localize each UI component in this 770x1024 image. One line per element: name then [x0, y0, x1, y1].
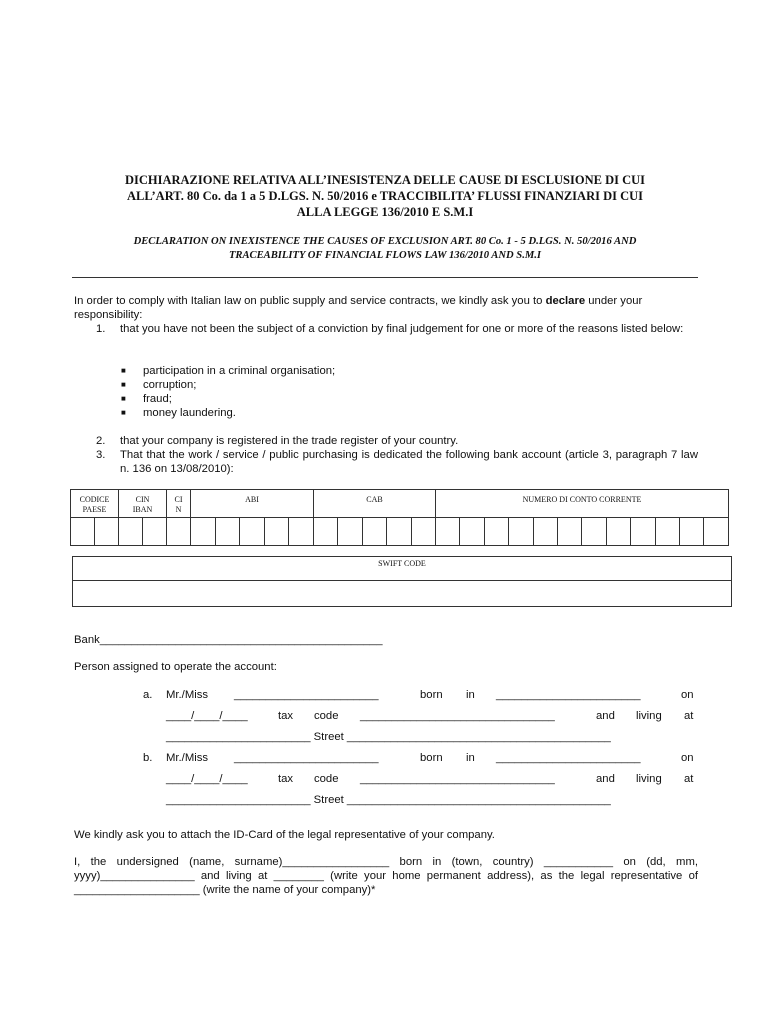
declare-emphasis: declare [545, 295, 586, 307]
swift-code-input[interactable] [73, 581, 731, 606]
input-cell[interactable] [216, 518, 240, 546]
title-english [60, 235, 710, 263]
input-cell[interactable] [240, 518, 265, 546]
entry-b-row1: Mr./Miss _______________________ born in _______________________ on [166, 752, 694, 764]
date-field[interactable]: ____/____/____ [166, 773, 248, 785]
intro-paragraph: In order to comply with Italian law on public supply and service contracts, we kindly ask you to declare under your responsibility: [74, 295, 643, 321]
birthplace-field[interactable]: _______________________ [496, 689, 641, 701]
input-cell[interactable] [143, 518, 167, 546]
swift-code-table [72, 556, 732, 607]
bank-line[interactable]: Bank_____________________________________________ [74, 634, 383, 646]
bullet-icon: ■ [121, 408, 126, 417]
entry-b-row2: ____/____/____ tax code _______________________________ and living at [166, 773, 694, 785]
input-cell[interactable] [436, 518, 460, 546]
title-italian [60, 172, 710, 220]
input-cell[interactable] [534, 518, 558, 546]
bullet-item: ■ fraud; [121, 393, 172, 405]
numbered-item-3: 3. That that the work / service / public purchasing is dedicated the following bank account (article 3, paragraph 7 law n. 136 on 13/08/2010): [96, 449, 698, 475]
name-field[interactable]: _______________________ [234, 752, 379, 764]
header-cin-iban: CIN IBAN [119, 490, 167, 517]
input-cell[interactable] [656, 518, 680, 546]
input-cell[interactable] [387, 518, 412, 546]
input-cell[interactable] [680, 518, 704, 546]
tax-code-field[interactable]: _______________________________ [360, 773, 555, 785]
input-cell[interactable] [71, 518, 95, 546]
entry-a-row2: ____/____/____ tax code _______________________________ and living at [166, 710, 694, 722]
entry-a-letter: a. [143, 689, 153, 701]
input-cell[interactable] [460, 518, 485, 546]
input-cell[interactable] [119, 518, 143, 546]
input-cell[interactable] [363, 518, 387, 546]
title-italian-line1: DICHIARAZIONE RELATIVA ALL’INESISTENZA DELLE CAUSE DI ESCLUSIONE DI CUI [124, 173, 646, 187]
input-cell[interactable] [704, 518, 728, 546]
entry-b-street[interactable]: _______________________ Street __________________________________________ [166, 794, 611, 806]
header-numero-conto: NUMERO DI CONTO CORRENTE [522, 495, 642, 504]
date-field[interactable]: ____/____/____ [166, 710, 248, 722]
header-abi: ABI [191, 490, 314, 517]
entry-a-street[interactable]: _______________________ Street __________________________________________ [166, 731, 611, 743]
input-cell[interactable] [265, 518, 289, 546]
swift-code-header: SWIFT CODE [73, 557, 731, 581]
numbered-item-1: 1. that you have not been the subject of a conviction by final judgement for one or more of the reasons listed below: [96, 323, 684, 335]
input-cell[interactable] [412, 518, 436, 546]
title-italian-line3: ALLA LEGGE 136/2010 E S.M.I [296, 205, 474, 219]
birthplace-field[interactable]: _______________________ [496, 752, 641, 764]
undersigned-declaration: I, the undersigned (name, surname)_________________ born in (town, country) ___________ on (dd, mm, yyyy)_______________ and living at ________ (write your home permanent address), as the legal representative of ____________________ (write the name of your company)* [74, 856, 698, 896]
bullet-icon: ■ [121, 366, 126, 375]
input-cell[interactable] [95, 518, 119, 546]
input-cell[interactable] [558, 518, 582, 546]
bank-account-table [70, 489, 729, 546]
input-cell[interactable] [485, 518, 509, 546]
bullet-item: ■ participation in a criminal organisation; [121, 365, 336, 377]
header-cin: CI N [167, 490, 191, 517]
numbered-item-2: 2. that your company is registered in the trade register of your country. [96, 435, 459, 447]
input-cell[interactable] [582, 518, 607, 546]
input-cell[interactable] [314, 518, 338, 546]
attach-id-card-text: We kindly ask you to attach the ID-Card of the legal representative of your company. [74, 829, 495, 841]
name-field[interactable]: _______________________ [234, 689, 379, 701]
title-english-line1: DECLARATION ON INEXISTENCE THE CAUSES OF EXCLUSION ART. 80 Co. 1 - 5 D.LGS. N. 50/2016 AND [133, 236, 637, 247]
input-cell[interactable] [167, 518, 191, 546]
bullet-item: ■ money laundering. [121, 407, 236, 419]
person-assigned-label: Person assigned to operate the account: [74, 661, 277, 673]
title-english-line2: TRACEABILITY OF FINANCIAL FLOWS LAW 136/2010 AND S.M.I [228, 250, 542, 261]
horizontal-rule [72, 277, 698, 278]
tax-code-field[interactable]: _______________________________ [360, 710, 555, 722]
input-cell[interactable] [338, 518, 363, 546]
input-cell[interactable] [607, 518, 631, 546]
input-cell[interactable] [191, 518, 216, 546]
entry-a-row1: Mr./Miss _______________________ born in _______________________ on [166, 689, 694, 701]
title-italian-line2: ALL’ART. 80 Co. da 1 a 5 D.LGS. N. 50/2016 e TRACCIBILITA’ FLUSSI FINANZIARI DI CUI [126, 189, 644, 203]
input-cell[interactable] [631, 518, 656, 546]
header-cab: CAB [314, 490, 436, 517]
input-cell[interactable] [289, 518, 314, 546]
bullet-item: ■ corruption; [121, 379, 197, 391]
bullet-icon: ■ [121, 394, 126, 403]
input-cell[interactable] [509, 518, 534, 546]
header-codice-paese: CODICE PAESE [71, 490, 119, 517]
bullet-icon: ■ [121, 380, 126, 389]
entry-b-letter: b. [143, 752, 153, 764]
